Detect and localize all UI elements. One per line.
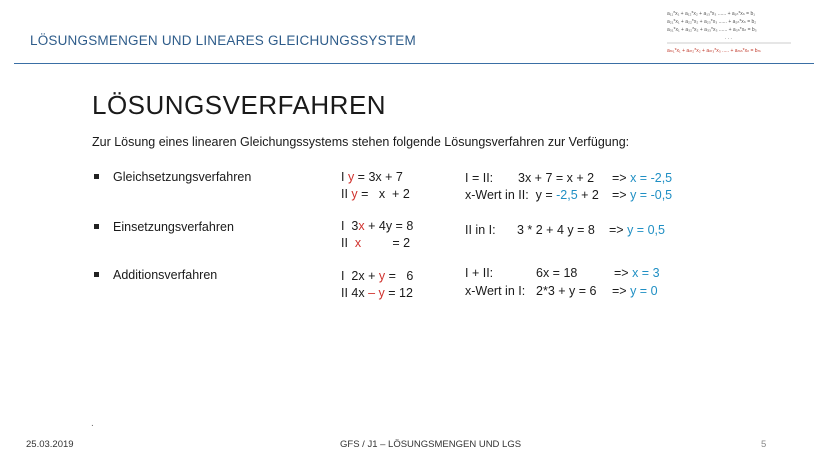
res-arrow: => <box>612 188 631 202</box>
eq-part: = 3x + 7 <box>354 170 403 184</box>
result-line <box>612 284 658 298</box>
res-value: -2,5 <box>556 188 578 202</box>
result-line <box>612 188 672 202</box>
page-title: LÖSUNGSVERFAHREN <box>92 90 387 120</box>
bullet-icon <box>94 272 99 277</box>
result-line <box>536 284 596 298</box>
result-line <box>465 171 493 185</box>
header-title: LÖSUNGSMENGEN UND LINEARES GLEICHUNGSSYSTEM <box>30 33 416 48</box>
svg-text:a₁₁*x₁ + a₁₂*x₂ + a₁₃*x₃ .....: a₁₁*x₁ + a₁₂*x₂ + a₁₃*x₃ ...... + a₁ₙ*xₙ = b₁ <box>667 11 755 17</box>
eq-var: y <box>378 269 386 283</box>
equation-line <box>341 187 410 201</box>
eq-part: = 12 <box>384 286 413 300</box>
result-line <box>518 171 594 185</box>
eq-part: I <box>341 170 348 184</box>
eq-part: I 3 <box>341 219 359 233</box>
equation-line <box>341 269 413 283</box>
res-label: I = II: <box>465 171 494 185</box>
res-arrow: => <box>612 284 631 298</box>
eq-var: – y <box>368 286 385 300</box>
bullet-icon <box>94 224 99 229</box>
stray-dot: . <box>91 418 94 429</box>
equation-system-logo <box>665 6 793 60</box>
eq-part: + 4y = 8 <box>364 219 414 233</box>
res-arrow: => <box>609 223 628 237</box>
eq-var: x <box>354 236 362 250</box>
res-expr: 6x = 18 <box>536 266 578 280</box>
result-line <box>536 266 577 280</box>
equation-line <box>341 170 403 184</box>
svg-text:a₃₁*x₁ + a₃₂*x₂ + a₃₃*x₃ .....: a₃₁*x₁ + a₃₂*x₂ + a₃₃*x₃ ...... + a₃ₙ*xₙ = b₃ <box>667 27 757 33</box>
method-item <box>94 268 217 282</box>
equation-line <box>341 236 410 250</box>
eq-part: = 2 <box>361 236 411 250</box>
res-label: II in I: <box>465 223 496 237</box>
method-name: Gleichsetzungsverfahren <box>113 170 252 184</box>
res-label: x-Wert in I: <box>465 284 526 298</box>
eq-part: I 2x + <box>341 269 379 283</box>
result-line <box>517 223 595 237</box>
eq-var: y <box>347 170 355 184</box>
eq-part: = x + 2 <box>357 187 410 201</box>
footer-title: GFS / J1 – LÖSUNGSMENGEN UND LGS <box>340 439 522 450</box>
res-arrow: => <box>612 171 631 185</box>
res-value: y = 0,5 <box>627 223 665 237</box>
eq-part: = 6 <box>385 269 414 283</box>
result-line <box>609 223 665 237</box>
res-value: y = -0,5 <box>630 188 673 202</box>
method-name: Additionsverfahren <box>113 268 218 282</box>
method-item <box>94 220 234 234</box>
eq-var: x <box>358 219 365 233</box>
result-line <box>465 266 493 280</box>
res-label: x-Wert in II: y = <box>465 188 557 202</box>
svg-text:aₘ₁*x₁ + aₘ₂*x₂ + aₘ₃*x₃ .....: aₘ₁*x₁ + aₘ₂*x₂ + aₘ₃*x₃ ..... + aₘₙ*xₙ = bₘ <box>667 48 761 54</box>
res-label: I + II: <box>465 266 494 280</box>
result-line <box>465 284 525 298</box>
eq-part: II <box>341 236 355 250</box>
method-name: Einsetzungsverfahren <box>113 220 234 234</box>
equation-line <box>341 286 413 300</box>
res-expr: 2*3 + y = 6 <box>536 284 597 298</box>
method-item <box>94 170 251 184</box>
result-line <box>465 188 599 202</box>
equation-line <box>341 219 413 233</box>
svg-text:. . .: . . . <box>725 35 732 41</box>
res-expr: 3x + 7 = x + 2 <box>518 171 595 185</box>
res-expr: + 2 <box>577 188 599 202</box>
bullet-icon <box>94 174 99 179</box>
page-number: 5 <box>761 439 767 450</box>
footer-date: 25.03.2019 <box>26 439 74 450</box>
res-value: x = -2,5 <box>630 171 673 185</box>
eq-part: II <box>341 187 352 201</box>
result-line <box>465 223 496 237</box>
header-divider <box>14 63 814 64</box>
res-value: y = 0 <box>630 284 658 298</box>
res-value: x = 3 <box>632 266 660 280</box>
intro-text: Zur Lösung eines linearen Gleichungssystems stehen folgende Lösungsverfahren zur Verfügung: <box>92 135 630 149</box>
result-line <box>614 266 660 280</box>
eq-part: II 4x <box>341 286 369 300</box>
res-expr: 3 * 2 + 4 y = 8 <box>517 223 595 237</box>
result-line <box>612 171 672 185</box>
res-arrow: => <box>614 266 633 280</box>
svg-text:a₂₁*x₁ + a₂₂*x₂ + a₂₃*x₃ .....: a₂₁*x₁ + a₂₂*x₂ + a₂₃*x₃ ...... + a₂ₙ*xₙ = b₂ <box>667 19 757 25</box>
eq-var: y <box>351 187 358 201</box>
